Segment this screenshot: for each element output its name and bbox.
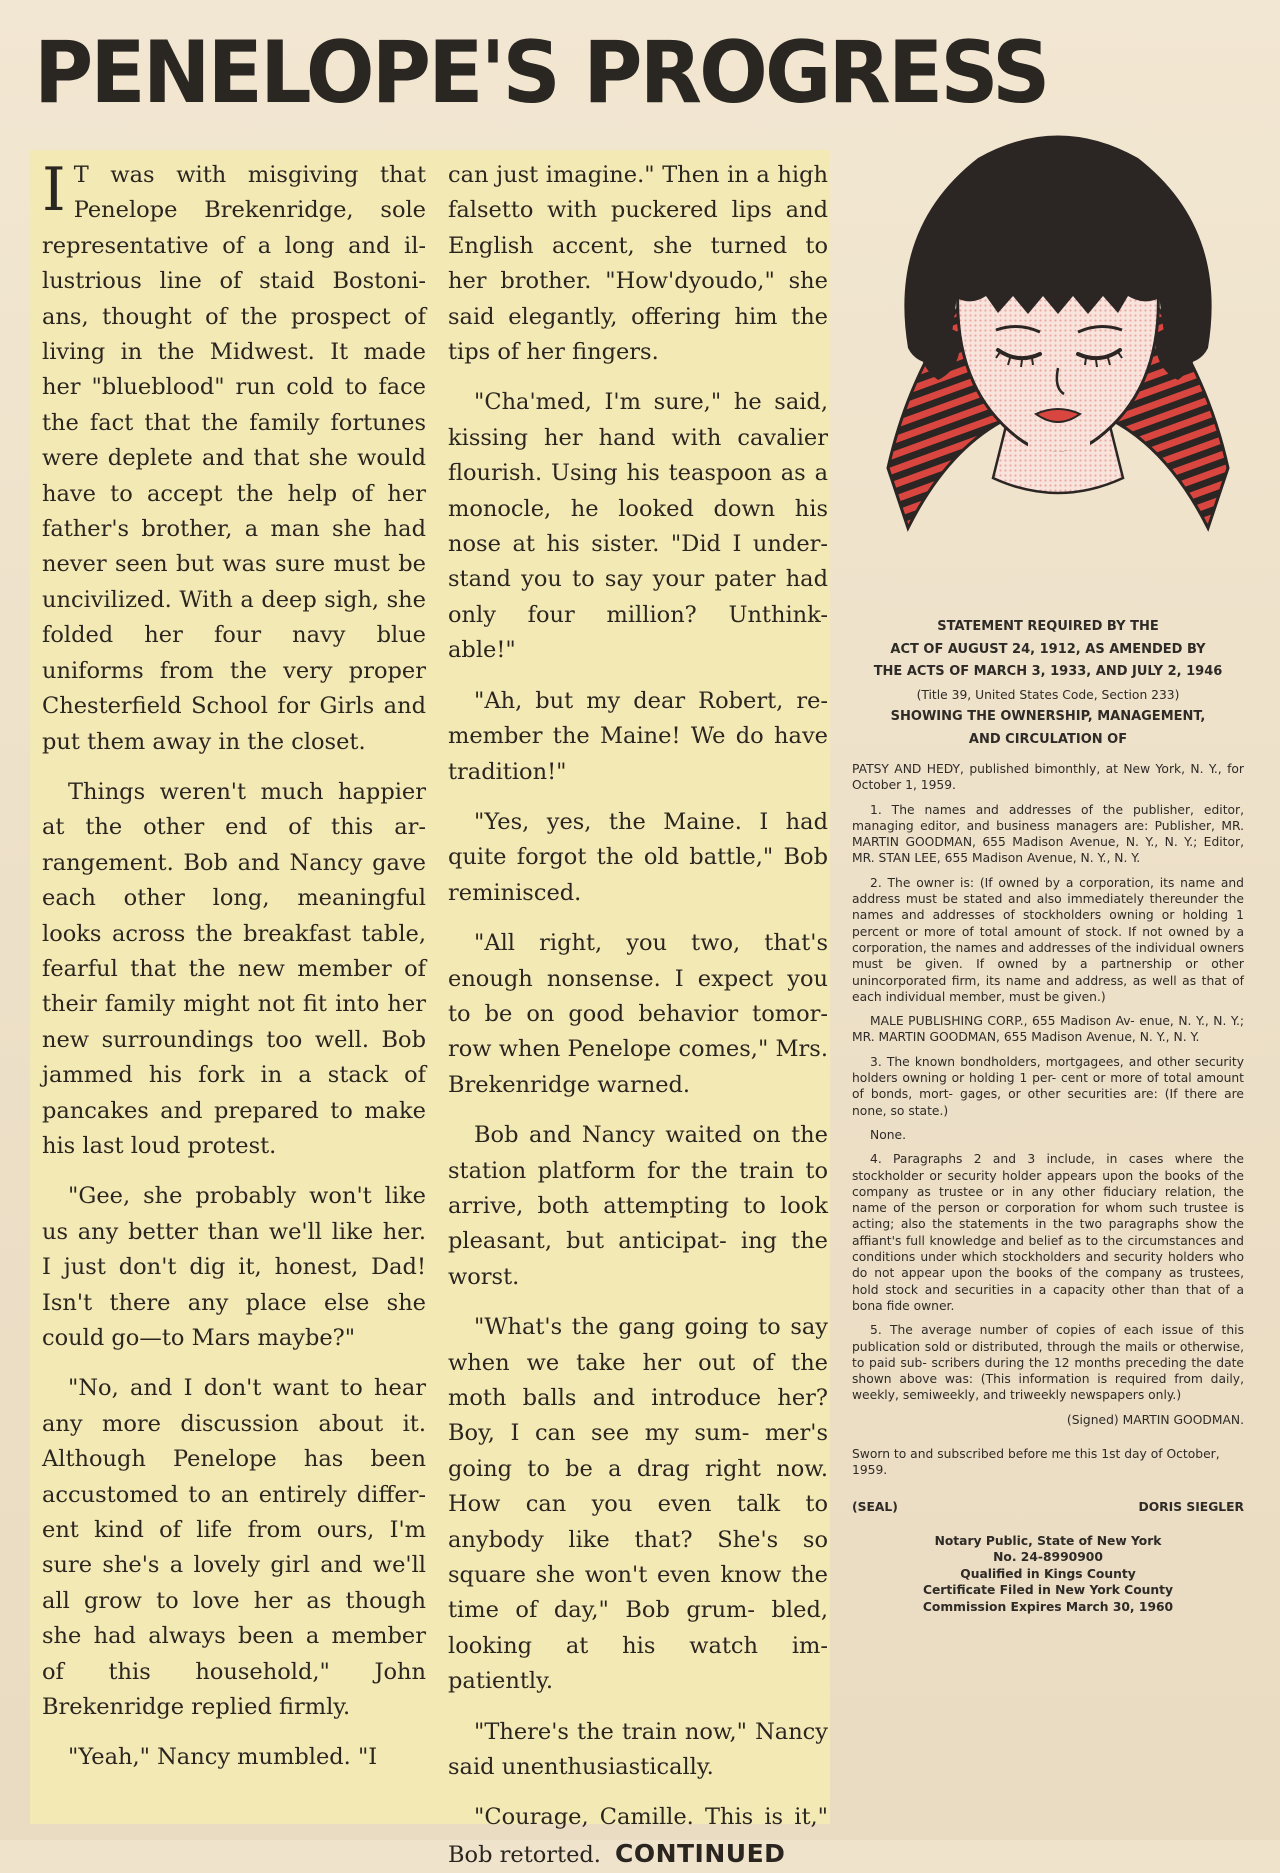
story-paragraph: "Courage, Camille. This is it," Bob retorted. CONTINUED — [448, 1804, 828, 1868]
sworn-statement: Sworn to and subscribed before me this 1st day of October, 1959. — [852, 1446, 1220, 1478]
ownership-statement — [852, 616, 1244, 1615]
statement-item: 4. Paragraphs 2 and 3 include, in cases where the stockholder or security holder appears upon the books of the company as trustee or in any other fiduciary relation, the name of the person or corporation for whom such trustee is acting; also the statements in the two paragraphs show the affiant's full knowledge and belief as to the circumstances and conditions under which stockholders and security holders who do not appear upon the books of the company as trustees, hold stock and securities in a capacity other than that of a bona fide owner. — [852, 1152, 1244, 1313]
story-column-right — [448, 158, 828, 1873]
seal-label: (SEAL) — [852, 1499, 898, 1514]
story-column-left — [42, 155, 426, 1776]
story-title: PENELOPE'S PROGRESS — [34, 23, 1048, 123]
continued-label: CONTINUED — [614, 1838, 786, 1868]
story-paragraph: "Cha'med, I'm sure," he said, kissing her hand with cavalier flourish. Using his teaspoon as a monocle, he looked down his nose at his sister. "Did I under- stand you to say your pater had only four million? Unthink- able!" — [448, 389, 828, 664]
statement-item: 1. The names and addresses of the publisher, editor, managing editor, and business managers are: Publisher, MR. MARTIN GOODMAN, 655 Madison Avenue, N. Y., N. Y.; Editor, MR. STAN LEE, 655 Madison Avenue, N. Y., N. Y. — [852, 802, 1244, 866]
story-paragraph: "Ah, but my dear Robert, re- member the Maine! We do have tradition!" — [448, 687, 828, 785]
notary-name: DORIS SIEGLER — [1138, 1499, 1244, 1514]
story-paragraph: Bob and Nancy waited on the station platform for the train to arrive, both attempting to look pleasant, but anticipat- ing the worst. — [448, 1122, 828, 1290]
story-text-box — [30, 150, 830, 1868]
story-paragraph: "There's the train now," Nancy said unenthusiastically. — [448, 1718, 828, 1781]
statement-intro: PATSY AND HEDY, published bimonthly, at New York, N. Y., for October 1, 1959. — [852, 762, 1244, 793]
statement-item: 3. The known bondholders, mortgagees, and other security holders owning or holding 1 per- cent or more of total amount of bonds, mort- gages, or other securities are: (If there are none, so state.) — [852, 1054, 1244, 1118]
story-paragraph: I T was with misgiving that Penelope Brekenridge, sole representative of a long and il- lustrious line of staid Bostoni- ans, thought of the prospect of living in the Midwest. It made her "blueblood" run cold to face the fact that the family fortunes were deplete and that she would have to accept the help of her father's brother, a man she had never seen but was sure must be uncivilized. With a deep sigh, she folded her four navy blue uniforms from the very proper Chesterfield School for Girls and put them away in the closet. — [42, 155, 426, 755]
story-paragraph: "Yeah," Nancy mumbled. "I — [68, 1744, 378, 1771]
story-paragraph: can just imagine." Then in a high falsetto with puckered lips and English accent, she turned to her brother. "How'dyoudo," she said elegantly, offering him the tips of her fingers. — [448, 162, 828, 366]
statement-none: None. — [870, 1127, 906, 1142]
girl-portrait-illustration — [868, 118, 1248, 538]
seal-row — [852, 1499, 1244, 1515]
story-paragraph: "Yes, yes, the Maine. I had quite forgot the old battle," Bob reminisced. — [448, 808, 828, 906]
statement-heading: STATEMENT REQUIRED BY THE ACT OF AUGUST 24, 1912, AS AMENDED BY THE ACTS OF MARCH 3, 1933, AND JULY 2, 1946 (Title 39, United States Code, Section 233) SHOWING THE OWNERSHIP, MANAGEMENT, AND CIRCULATION OF — [873, 619, 1223, 747]
statement-item: 2. The owner is: (If owned by a corporation, its name and address must be stated and also immediately thereunder the names and addresses of stockholders owning or holding 1 percent or more of total amount of stock. If not owned by a corporation, the names and addresses of the individual owners must be given. If owned by a partnership or other unincorporated firm, its name and address, as well as that of each individual member, must be given.) — [852, 875, 1244, 1004]
notary-block: Notary Public, State of New York No. 24-8990900 Qualified in Kings County Certificate Filed in New York County Commission Expires March 30, 1960 — [922, 1533, 1174, 1614]
story-paragraph: "No, and I don't want to hear any more discussion about it. Although Penelope has been accustomed to an entirely differ- ent kind of life from ours, I'm sure she's a lovely girl and we'll all grow to love her as though she had always been a member of this household," John Brekenridge replied firmly. — [42, 1375, 426, 1721]
story-paragraph: "Gee, she probably won't like us any better than we'll like her. I just don't dig it, honest, Dad! Isn't there any place else she could go—to Mars maybe?" — [42, 1183, 426, 1351]
statement-item: 5. The average number of copies of each issue of this publication sold or distributed, through the mails or otherwise, to paid sub- scribers during the 12 months preceding the date shown above was: (This information is required from daily, weekly, semiweekly, and triweekly newspapers only.) — [852, 1323, 1244, 1403]
signature-line: (Signed) MARTIN GOODMAN. — [1066, 1412, 1244, 1427]
drop-cap: I — [42, 155, 66, 225]
story-paragraph: "What's the gang going to say when we take her out of the moth balls and introduce her? Boy, I can see my sum- mer's going to be a drag right now. How can you even talk to anybody like that? She's so square she won't even know the time of day," Bob grum- bled, looking at his watch im- patiently. — [448, 1314, 828, 1695]
story-paragraph: Things weren't much happier at the other end of this ar- rangement. Bob and Nancy gave each other long, meaningful looks across the breakfast table, fearful that the new member of their family might not fit into her new surroundings too well. Bob jammed his fork in a stack of pancakes and prepared to make his last loud protest. — [42, 778, 426, 1159]
story-paragraph: "All right, you two, that's enough nonsense. I expect you to be on good behavior tomor- row when Penelope comes," Mrs. Brekenridge warned. — [448, 930, 828, 1098]
statement-owner: MALE PUBLISHING CORP., 655 Madison Av- enue, N. Y., N. Y.; MR. MARTIN GOODMAN, 655 Madison Avenue, N. Y., N. Y. — [852, 1014, 1244, 1045]
